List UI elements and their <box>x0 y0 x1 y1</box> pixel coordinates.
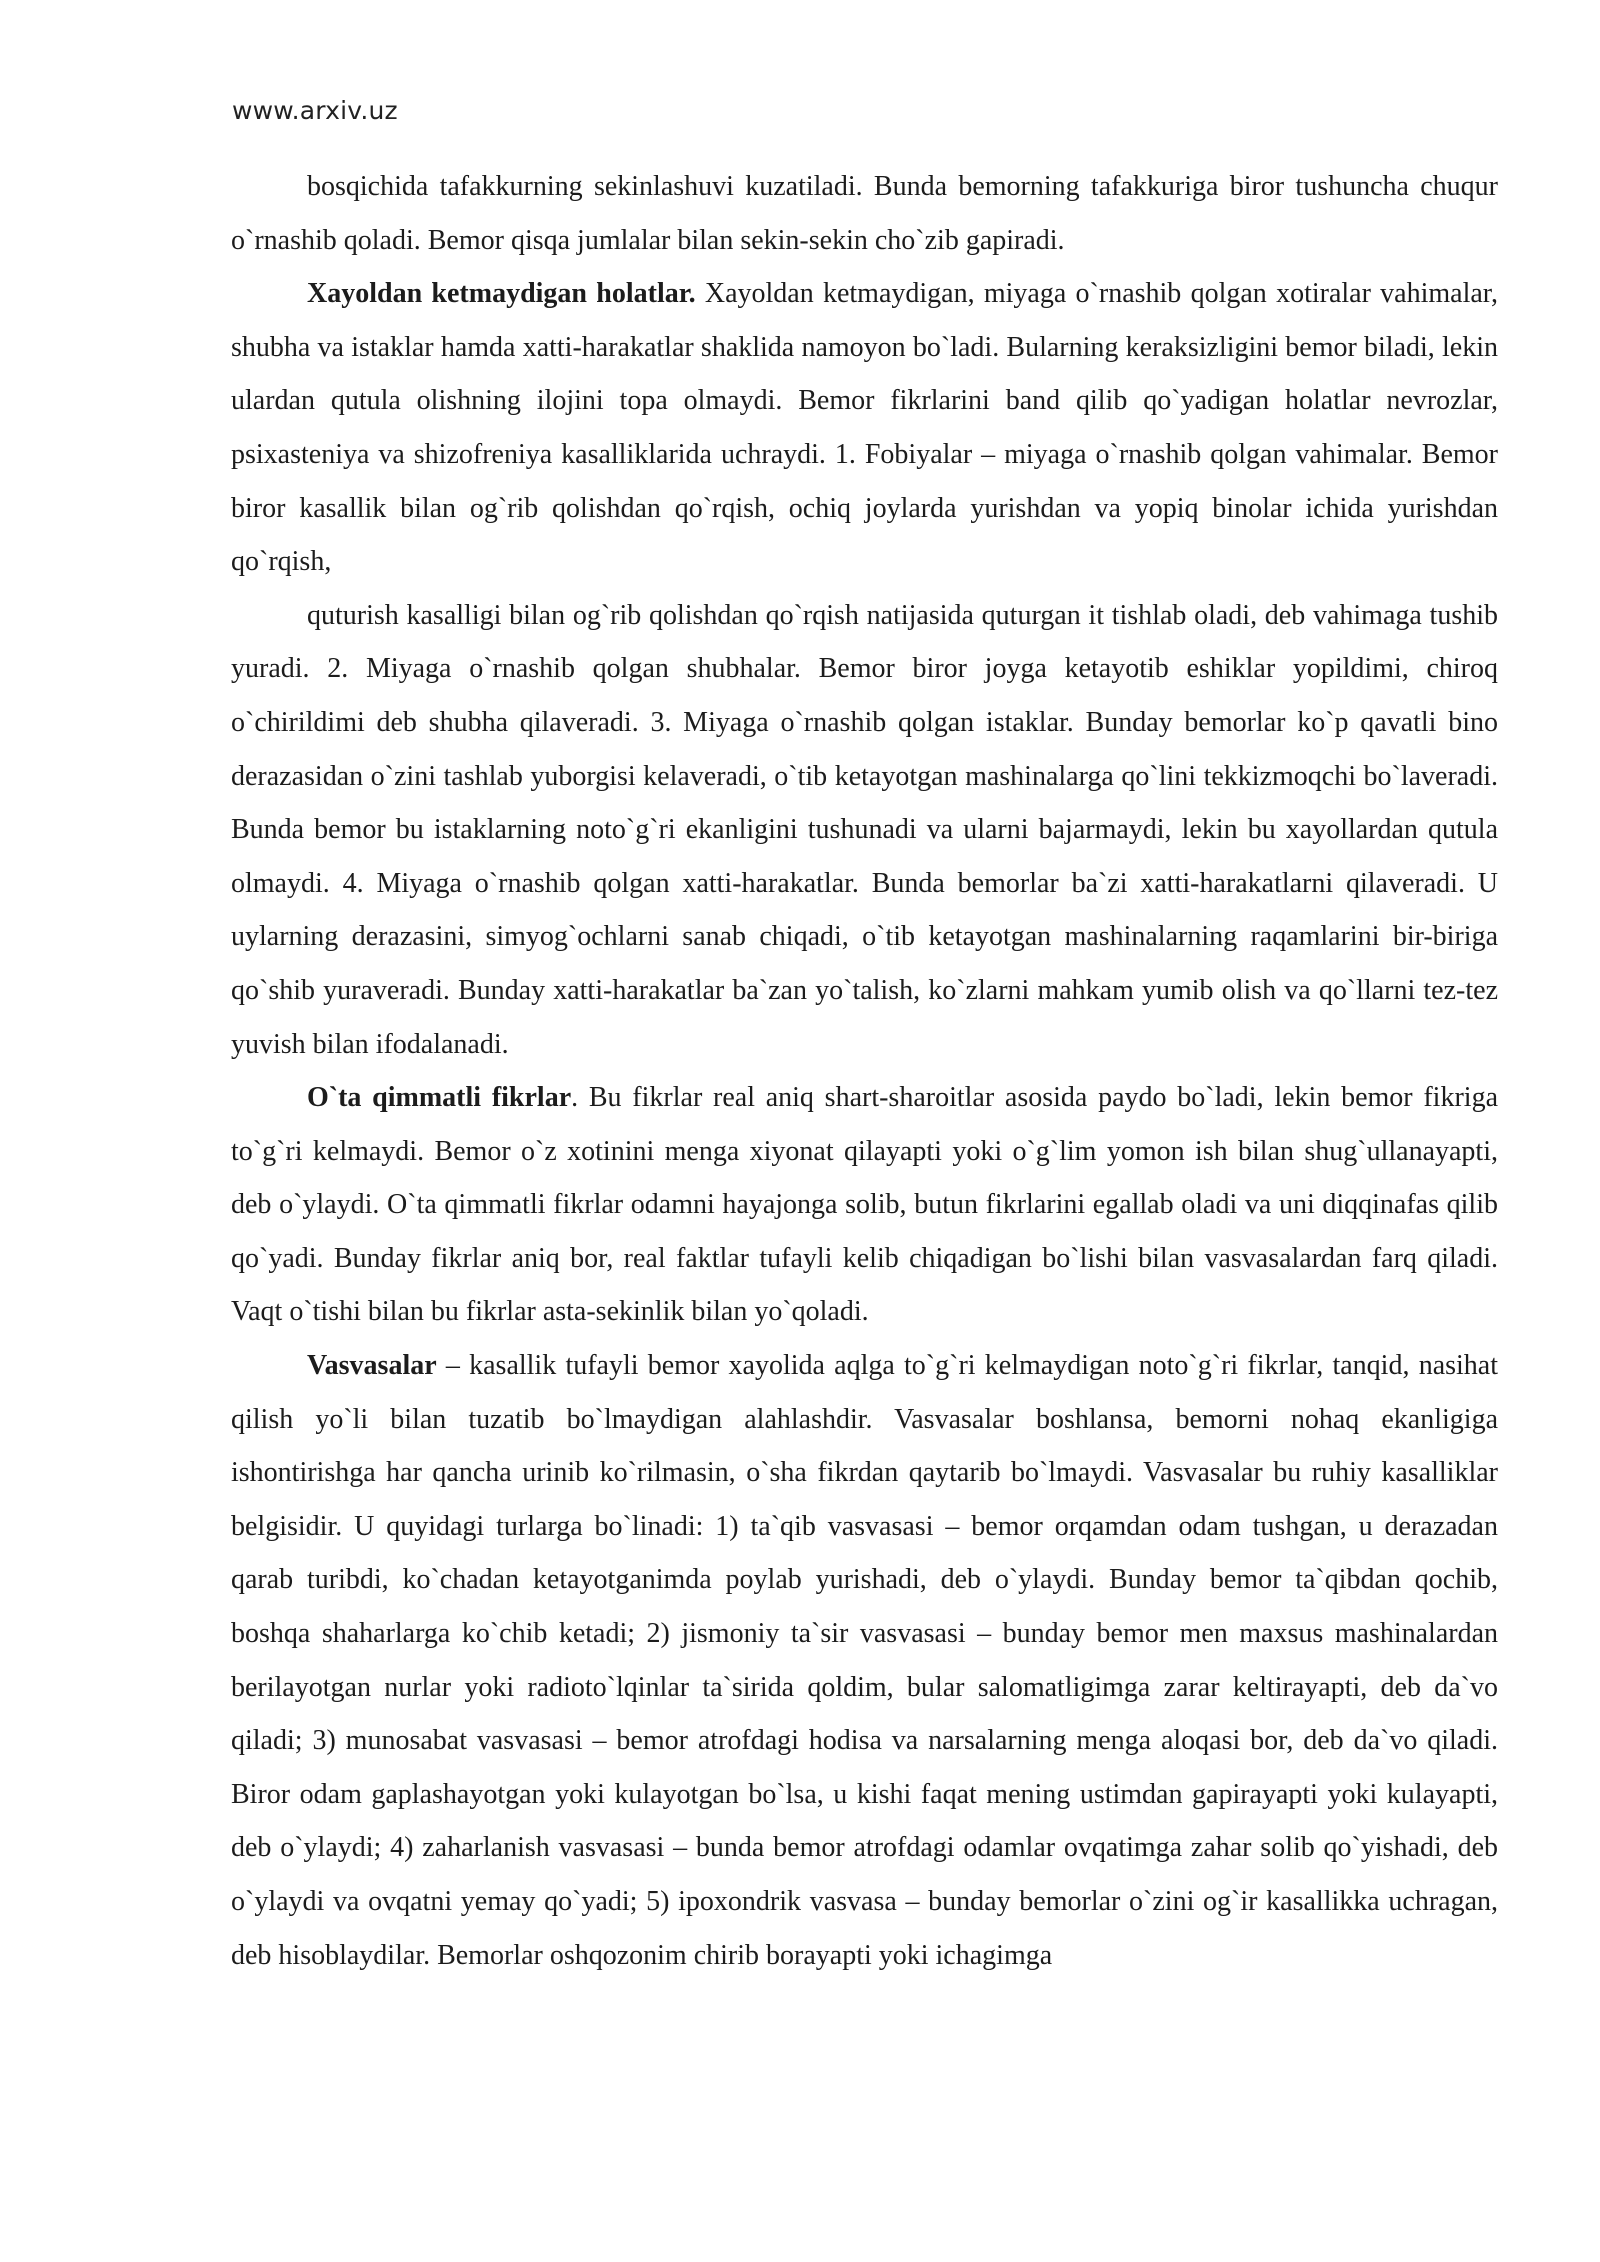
paragraph-heading: Vasvasalar <box>307 1350 437 1382</box>
paragraph-text: . Bu fikrlar real aniq shart-sharoitlar asosida paydo bo`ladi, lekin bemor fikriga to`g`ri kelmaydi. Bemor o`z xotinini menga xiyonat qilayapti yoki o`g`lim yomon ish bilan shug`ullanayapti, deb o`ylaydi. O`ta qimmatli fikrlar odamni hayajonga solib, butun fikrlarini egallab oladi va uni diqqinafas qilib qo`yadi. Bunday fikrlar aniq bor, real faktlar tufayli kelib chiqadigan bo`lishi bilan vasvasalardan farq qiladi. Vaqt o`tishi bilan bu fikrlar asta-sekinlik bilan yo`qoladi. <box>231 1082 1498 1328</box>
document-body <box>231 160 1498 1982</box>
paragraph-text: Xayoldan ketmaydigan, miyaga o`rnashib qolgan xotiralar vahimalar, shubha va istaklar hamda xatti-harakatlar shaklida namoyon bo`ladi. Bularning keraksizligini bemor biladi, lekin ulardan qutula olishning ilojini topa olmaydi. Bemor fikrlarini band qilib qo`yadigan holatlar nevrozlar, psixasteniya va shizofreniya kasalliklarida uchraydi. 1. Fobiyalar – miyaga o`rnashib qolgan vahimalar. Bemor biror kasallik bilan og`rib qolishdan qo`rqish, ochiq joylarda yurishdan va yopiq binolar ichida yurishdan qo`rqish, <box>231 278 1499 578</box>
site-url-header: www.arxiv.uz <box>232 96 398 125</box>
paragraph-text: bosqichida tafakkurning sekinlashuvi kuzatiladi. Bunda bemorning tafakkuriga biror tushuncha chuqur o`rnashib qoladi. Bemor qisqa jumlalar bilan sekin-sekin cho`zib gapiradi. <box>231 171 1498 256</box>
paragraph-text: quturish kasalligi bilan og`rib qolishdan qo`rqish natijasida quturgan it tishlab oladi, deb vahimaga tushib yuradi. 2. Miyaga o`rnashib qolgan shubhalar. Bemor biror joyga ketayotib eshiklar yopildimi, chiroq o`chirildimi deb shubha qilaveradi. 3. Miyaga o`rnashib qolgan istaklar. Bunday bemorlar ko`p qavatli bino derazasidan o`zini tashlab yuborgisi kelaveradi, o`tib ketayotgan mashinalarga qo`lini tekkizmoqchi bo`laveradi. Bunda bemor bu istaklarning noto`g`ri ekanligini tushunadi va ularni bajarmaydi, lekin bu xayollardan qutula olmaydi. 4. Miyaga o`rnashib qolgan xatti-harakatlar. Bunda bemorlar ba`zi xatti-harakatlarni qilaveradi. U uylarning derazasini, simyog`ochlarni sanab chiqadi, o`tib ketayotgan mashinalarning raqamlarini bir-biriga qo`shib yuraveradi. Bunday xatti-harakatlar ba`zan yo`talish, ko`zlarni mahkam yumib olish va qo`llarni tez-tez yuvish bilan ifodalanadi. <box>231 599 1498 1060</box>
paragraph-heading: Xayoldan ketmaydigan holatlar. <box>307 278 696 310</box>
paragraph-overvalued-ideas <box>231 1071 1498 1339</box>
paragraph-delusions <box>231 1339 1498 1982</box>
paragraph-heading: O`ta qimmatli fikrlar <box>307 1082 572 1114</box>
paragraph-obsessive-states <box>231 267 1498 589</box>
paragraph-text: – kasallik tufayli bemor xayolida aqlga to`g`ri kelmaydigan noto`g`ri fikrlar, tanqid, nasihat qilish yo`li bilan tuzatib bo`lmaydigan alahlashdir. Vasvasalar boshlansa, bemorni nohaq ekanligiga ishontirishga har qancha urinib ko`rilmasin, o`sha fikrdan qaytarib bo`lmaydi. Vasvasalar bu ruhiy kasalliklar belgisidir. U quyidagi turlarga bo`linadi: 1) ta`qib vasvasasi – bemor orqamdan odam tushgan, u derazadan qarab turibdi, ko`chadan ketayotganimda poylab yurishadi, deb o`ylaydi. Bunday bemor ta`qibdan qochib, boshqa shaharlarga ko`chib ketadi; 2) jismoniy ta`sir vasvasasi – bunday bemor men maxsus mashinalardan berilayotgan nurlar yoki radioto`lqinlar ta`sirida qoldim, bular salomatligimga zarar keltirayapti, deb da`vo qiladi; 3) munosabat vasvasasi – bemor atrofdagi hodisa va narsalarning menga aloqasi bor, deb da`vo qiladi. Biror odam gaplashayotgan yoki kulayotgan bo`lsa, u kishi faqat mening ustimdan gapirayapti yoki kulayapti, deb o`ylaydi; 4) zaharlanish vasvasasi – bunda bemor atrofdagi odamlar ovqatimga zahar solib qo`yishadi, deb o`ylaydi va ovqatni yemay qo`yadi; 5) ipoxondrik vasvasa – bunday bemorlar o`zini og`ir kasallikka uchragan, deb hisoblaydilar. Bemorlar oshqozonim chirib borayapti yoki ichagimga <box>231 1350 1498 1971</box>
paragraph-continuation <box>231 160 1498 267</box>
paragraph-rabies-fear <box>231 589 1498 1071</box>
